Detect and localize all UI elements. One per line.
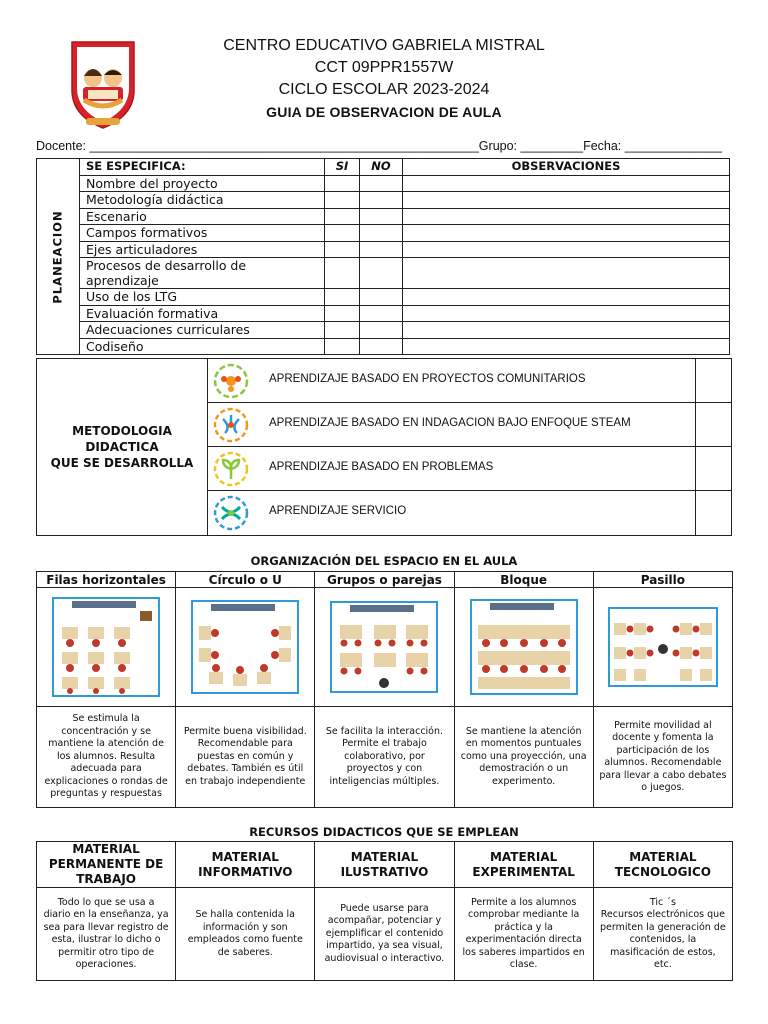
pasillo-image <box>593 588 732 707</box>
metodologia-option-label: APRENDIZAJE BASADO EN PROYECTOS COMUNITARIOS <box>269 373 586 385</box>
org-header: Grupos o parejas <box>315 572 454 588</box>
table-row <box>37 305 730 322</box>
grupos-parejas-image <box>315 588 454 707</box>
metodologia-checkbox[interactable] <box>695 447 732 491</box>
item-label: Campos formativos <box>80 225 325 242</box>
metodologia-option-label: APRENDIZAJE BASADO EN PROBLEMAS <box>269 461 494 473</box>
organizacion-table <box>36 571 733 808</box>
observaciones-cell[interactable] <box>403 258 730 289</box>
no-cell[interactable] <box>360 208 403 225</box>
table-row <box>37 338 730 355</box>
planeacion-table <box>36 158 730 355</box>
no-cell[interactable] <box>360 192 403 209</box>
si-cell[interactable] <box>325 175 360 192</box>
si-cell[interactable] <box>325 338 360 355</box>
org-description: Se estimula la concentración y se mantiene la atención de los alumnos. Resulta adecuada para explicaciones o rondas de preguntas y respuestas <box>37 707 176 808</box>
si-cell[interactable] <box>325 208 360 225</box>
observaciones-cell[interactable] <box>403 225 730 242</box>
org-header: Círculo o U <box>176 572 315 588</box>
recurso-description: Tic ´s Recursos electrónicos que permiten la generación de contenidos, la masificación de estos, etc. <box>593 888 732 981</box>
item-label: Codiseño <box>80 338 325 355</box>
item-label: Uso de los LTG <box>80 289 325 306</box>
si-cell[interactable] <box>325 305 360 322</box>
header-se-especifica: SE ESPECIFICA: <box>80 159 325 176</box>
bloque-image <box>454 588 593 707</box>
filas-horizontales-image <box>37 588 176 707</box>
si-cell[interactable] <box>325 322 360 339</box>
recurso-description: Puede usarse para acompañar, potenciar y ejemplificar el contenido impartido, ya sea visual, audiovisual o interactivo. <box>315 888 454 981</box>
steam-inquiry-icon <box>213 407 249 443</box>
observaciones-cell[interactable] <box>403 338 730 355</box>
recurso-header: MATERIAL PERMANENTE DE TRABAJO <box>37 842 176 888</box>
org-description: Se mantiene la atención en momentos puntuales como una proyección, una demostración o un experimento. <box>454 707 593 808</box>
metodologia-box <box>36 358 732 536</box>
table-row <box>37 225 730 242</box>
table-row <box>37 241 730 258</box>
no-cell[interactable] <box>360 175 403 192</box>
no-cell[interactable] <box>360 258 403 289</box>
planeacion-side-label: PLANEACION <box>37 159 80 355</box>
recurso-description: Se halla contenida la información y son empleados como fuente de saberes. <box>176 888 315 981</box>
service-learning-icon <box>213 495 249 531</box>
metodologia-checkbox[interactable] <box>695 403 732 447</box>
organizacion-title: ORGANIZACIÓN DEL ESPACIO EN EL AULA <box>250 554 518 568</box>
observaciones-cell[interactable] <box>403 192 730 209</box>
page-title: GUIA DE OBSERVACION DE AULA <box>266 104 502 120</box>
item-label: Metodología didáctica <box>80 192 325 209</box>
recursos-table <box>36 841 733 981</box>
si-cell[interactable] <box>325 258 360 289</box>
no-cell[interactable] <box>360 338 403 355</box>
docente-grupo-fecha-line: Docente: ________________________________________________________Grupo: _________Fecha: ______________ <box>36 139 723 153</box>
school-cct: CCT 09PPR1557W <box>314 59 454 76</box>
table-row <box>37 289 730 306</box>
no-cell[interactable] <box>360 225 403 242</box>
recursos-title: RECURSOS DIDACTICOS QUE SE EMPLEAN <box>249 825 519 839</box>
recurso-description: Permite a los alumnos comprobar mediante la práctica y la experimentación directa los saberes impartidos en clase. <box>454 888 593 981</box>
recurso-header: MATERIAL EXPERIMENTAL <box>454 842 593 888</box>
observaciones-cell[interactable] <box>403 289 730 306</box>
observaciones-cell[interactable] <box>403 175 730 192</box>
table-row <box>37 175 730 192</box>
item-label: Nombre del proyecto <box>80 175 325 192</box>
org-description: Permite movilidad al docente y fomenta la participación de los alumnos. Recomendable para llevar a cabo debates o juegos. <box>593 707 732 808</box>
si-cell[interactable] <box>325 192 360 209</box>
no-cell[interactable] <box>360 322 403 339</box>
recurso-header: MATERIAL ILUSTRATIVO <box>315 842 454 888</box>
observaciones-cell[interactable] <box>403 322 730 339</box>
problems-icon <box>213 451 249 487</box>
no-cell[interactable] <box>360 305 403 322</box>
item-label: Procesos de desarrollo de aprendizaje <box>80 258 325 289</box>
item-label: Adecuaciones curriculares <box>80 322 325 339</box>
recurso-header: MATERIAL INFORMATIVO <box>176 842 315 888</box>
header-observaciones: OBSERVACIONES <box>403 159 730 176</box>
metodologia-checkbox[interactable] <box>695 491 732 535</box>
si-cell[interactable] <box>325 225 360 242</box>
metodologia-option[interactable] <box>207 403 731 447</box>
header-no: NO <box>360 159 403 176</box>
table-row <box>37 208 730 225</box>
community-projects-icon <box>213 363 249 399</box>
header-si: SI <box>325 159 360 176</box>
metodologia-option-label: APRENDIZAJE SERVICIO <box>269 505 407 517</box>
recurso-description: Todo lo que se usa a diario en la enseñanza, ya sea para llevar registro de esta, ilustrar lo dicho o permitir otro tipo de operaciones. <box>37 888 176 981</box>
school-name: CENTRO EDUCATIVO GABRIELA MISTRAL <box>223 37 545 54</box>
si-cell[interactable] <box>325 241 360 258</box>
metodologia-option-label: APRENDIZAJE BASADO EN INDAGACION BAJO ENFOQUE STEAM <box>269 417 631 429</box>
org-description: Permite buena visibilidad. Recomendable para puestas en común y debates. También es útil en trabajo independiente <box>176 707 315 808</box>
table-row <box>37 192 730 209</box>
observaciones-cell[interactable] <box>403 241 730 258</box>
org-header: Bloque <box>454 572 593 588</box>
si-cell[interactable] <box>325 289 360 306</box>
no-cell[interactable] <box>360 241 403 258</box>
org-header: Filas horizontales <box>37 572 176 588</box>
no-cell[interactable] <box>360 289 403 306</box>
table-row <box>37 258 730 289</box>
school-year: CICLO ESCOLAR 2023-2024 <box>278 81 490 98</box>
metodologia-checkbox[interactable] <box>695 359 732 403</box>
observaciones-cell[interactable] <box>403 208 730 225</box>
metodologia-label: METODOLOGIA DIDACTICA QUE SE DESARROLLA <box>37 359 208 535</box>
org-description: Se facilita la interacción. Permite el trabajo colaborativo, por proyectos y con inteligencias múltiples. <box>315 707 454 808</box>
item-label: Evaluación formativa <box>80 305 325 322</box>
metodologia-option[interactable] <box>207 491 731 535</box>
table-row <box>37 322 730 339</box>
item-label: Escenario <box>80 208 325 225</box>
circulo-u-image <box>176 588 315 707</box>
org-header: Pasillo <box>593 572 732 588</box>
recurso-header: MATERIAL TECNOLOGICO <box>593 842 732 888</box>
item-label: Ejes articuladores <box>80 241 325 258</box>
metodologia-option[interactable] <box>207 447 731 491</box>
observaciones-cell[interactable] <box>403 305 730 322</box>
metodologia-option[interactable] <box>207 359 731 403</box>
